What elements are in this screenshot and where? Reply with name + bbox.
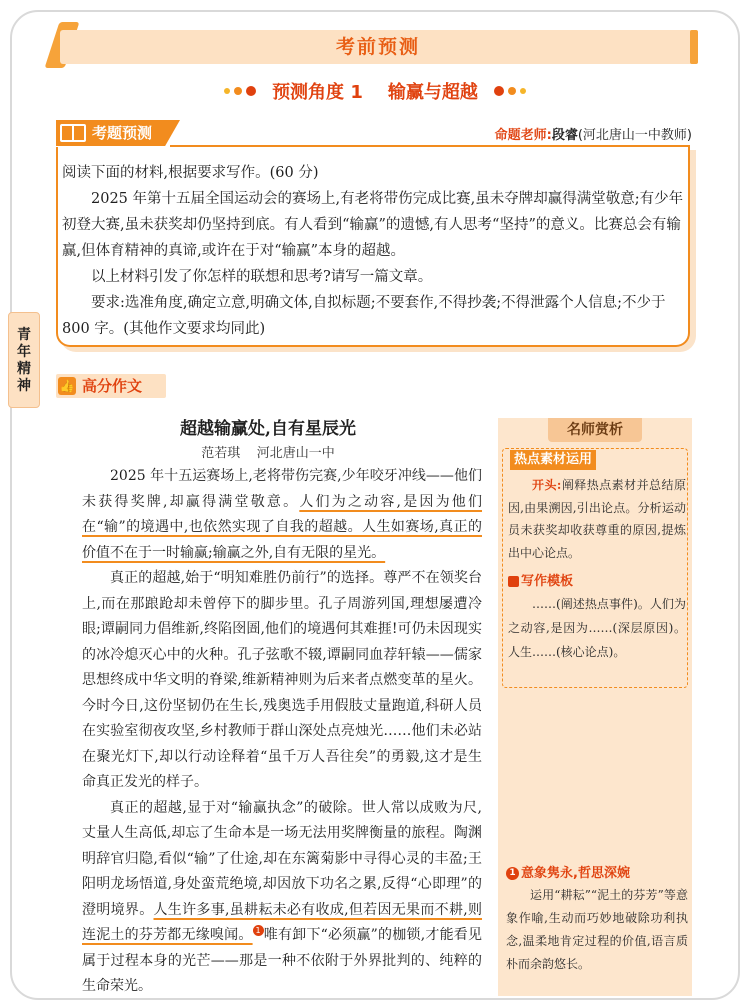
template-text: [508, 592, 686, 664]
essay-p1-a: 2025 年十五运赛场上,老将带伤完赛,少年咬牙冲线——他们未获得奖牌,却赢得满堂敬意。: [82, 468, 482, 510]
high-score-label: 高分作文: [82, 377, 143, 395]
banner-title: 考前预测: [335, 36, 420, 58]
side-tab-label: 青年精神: [17, 327, 31, 394]
hot-material-text: [508, 474, 686, 564]
side-tab: [8, 312, 40, 408]
essay-paragraph: [82, 796, 482, 1000]
exam-tag-label: 考题预测: [92, 124, 153, 142]
essay-p3-c: 唯有卸下“必须赢”的枷锁,才能看见属于过程本身的光芒——那是一种不依附于外界批判的、纯粹的生命荣光。: [82, 927, 483, 994]
decor-dot-icon: [520, 88, 526, 94]
exam-prompt: [62, 160, 686, 342]
essay-author: 范若琪 河北唐山一中: [201, 446, 335, 461]
note-marker: 1: [253, 925, 264, 936]
essay-paragraph: [82, 464, 482, 566]
template-heading: [508, 570, 573, 589]
exam-material: 2025 年第十五届全国运动会的赛场上,有老将带伤完成比赛,虽未夺牌却赢得满堂敬意;有少年初登大赛,虽未获奖却仍坚持到底。有人看到“输赢”的遗憾,有人思考“坚持”的意义。比赛总会有输赢,但体育精神的真谛,或许在于对“输赢”本身的超越。: [62, 191, 684, 259]
note-body: 运用“耕耘”“泥土的芬芳”等意象作喻,生动而巧妙地破除功利执念,温柔地肯定过程的价值,语言质朴而余韵悠长。: [506, 888, 688, 971]
commentary-header: 名师赏析: [548, 418, 642, 442]
decor-dot-icon: [246, 86, 256, 96]
exam-divider: [170, 145, 690, 147]
essay-p1-highlight: 人们为之动容,是因为他们在“输”的境遇中,也依然实现了自我的超越。人生如赛场,真正的价值不在于一时输赢;输赢之外,自有无限的星光。: [82, 493, 483, 561]
hot-material-body: 阐释热点素材并总结原因,由果溯因,引出论点。分析运动员未获奖却收获尊重的原因,提炼出中心论点。: [508, 478, 686, 560]
teacher-school: (河北唐山一中教师): [577, 128, 692, 143]
teacher-credit: [495, 124, 692, 143]
section-subtitle: 预测角度 1 输赢与超越: [272, 82, 478, 103]
decor-dot-icon: [494, 86, 504, 96]
book-icon: [60, 124, 86, 142]
template-body: ……(阐述热点事件)。人们为之动容,是因为……(深层原因)。人生……(核心论点)。: [508, 597, 686, 659]
decor-dot-icon: [234, 87, 242, 95]
exam-requirements: 要求:选准角度,确定立意,明确文体,自拟标题;不要套作,不得抄袭;不得泄露个人信息;不少于 800 字。(其他作文要求均同此): [62, 295, 666, 337]
exam-question: 以上材料引发了你怎样的联想和思考?请写一篇文章。: [91, 269, 433, 285]
exam-instruction: 阅读下面的材料,根据要求写作。(60 分): [62, 165, 319, 181]
hot-material-tag: 热点素材运用: [510, 450, 596, 470]
note-heading-label: 意象隽永,哲思深婉: [521, 866, 630, 881]
template-icon: [508, 576, 519, 587]
teacher-name: 段睿: [551, 128, 578, 143]
essay-paragraph: 真正的超越,始于“明知难胜仍前行”的选择。尊严不在领奖台上,而在那踉跄却未曾停下的脚步里。孔子周游列国,理想屡遭冷眼;谭嗣同力倡维新,终陷囹圄,他们的境遇何其难捱!可仍未因现实的冰冷熄灭心中的火种。孔子弦歌不辍,谭嗣同血荐轩辕——儒家思想终成中华文明的脊梁,维新精神则为后来者点燃变革的星火。今时今日,这份坚韧仍在生长,残奥选手用假肢丈量跑道,科研人员在实验室彻夜攻坚,乡村教师于群山深处点亮烛光……他们未必站在聚光灯下,却以行动诠释着“虽千万人吾往矣”的勇毅,这才是生命真正发光的样子。: [82, 570, 482, 790]
subtitle-row: [0, 78, 750, 104]
note-text: [506, 884, 688, 976]
decor-dot-icon: [508, 87, 516, 95]
essay-title: 超越输赢处,自有星辰光: [180, 419, 356, 439]
teacher-label: 命题老师:: [494, 128, 552, 143]
note-heading: [506, 862, 630, 881]
note-number: 1: [506, 867, 519, 880]
essay-p3-a: 真正的超越,显于对“输赢执念”的破除。世人常以成败为尺,丈量人生高低,却忘了生命本是一场无法用奖牌衡量的旅程。陶渊明辞官归隐,看似“输”了仕途,却在东篱菊影中寻得心灵的丰盈;王阳明龙场悟道,身处蛮荒绝境,却因放下功名之累,反得“心即理”的澄明境界。: [82, 799, 482, 918]
essay-body: [82, 464, 482, 1000]
template-heading-label: 写作模板: [521, 574, 574, 589]
thumbs-up-icon: 👍: [59, 379, 75, 393]
decor-dot-icon: [224, 88, 230, 94]
essay-p3-highlight: 人生许多事,虽耕耘未必有收成,但若因无果而不耕,则连泥土的芬芳都无缘嗅闻。: [82, 901, 483, 943]
hot-material-lead: 开头:: [532, 478, 562, 492]
